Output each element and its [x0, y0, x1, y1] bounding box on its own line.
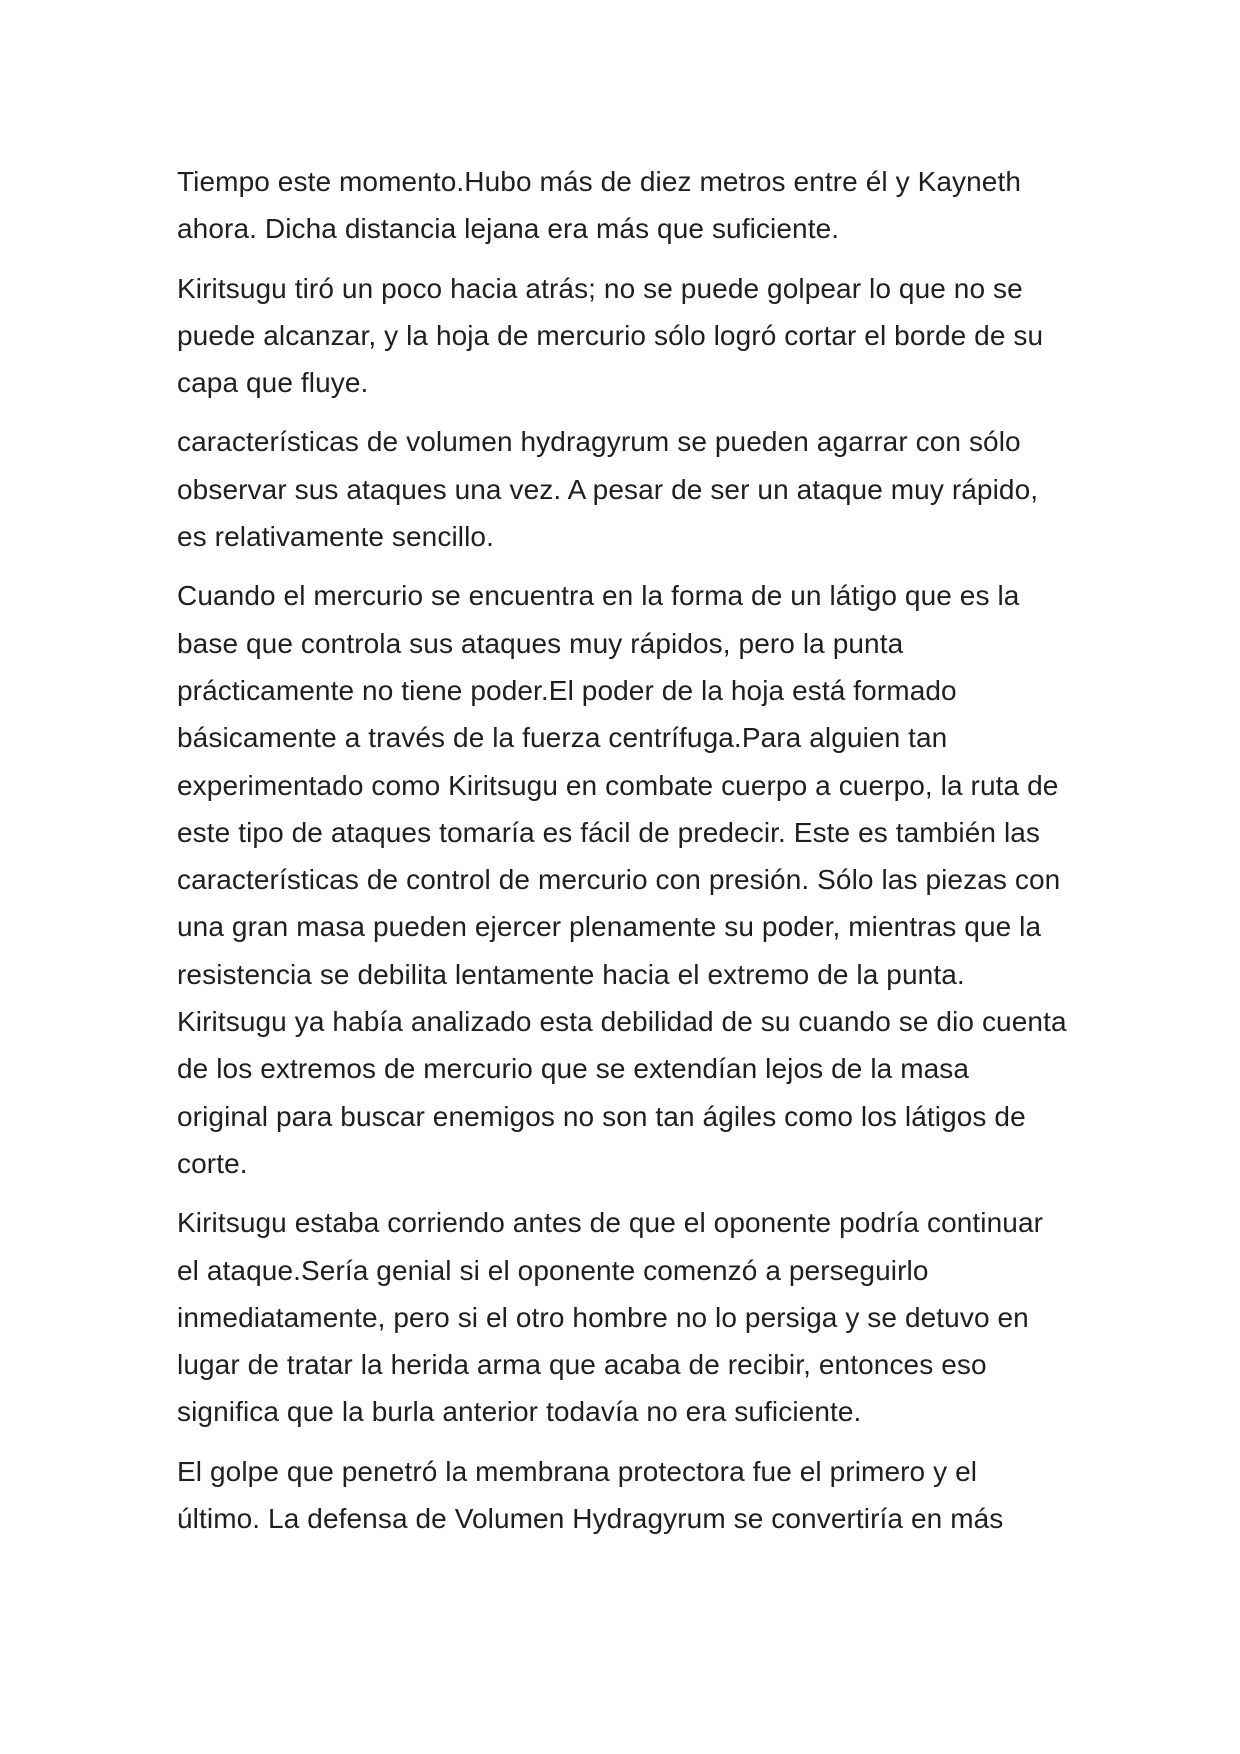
paragraph: Kiritsugu estaba corriendo antes de que el oponente podría continuar el ataque.Sería genial si el oponente comenzó a perseguirlo inmediatamente, pero si el otro hombre no lo persiga y se detuvo en lugar de tratar la herida arma que acaba de recibir, entonces eso significa que la burla anterior todavía no era suficiente. — [177, 1207, 1044, 1428]
paragraph: características de volumen hydragyrum se pueden agarrar con sólo observar sus ataques una vez. A pesar de ser un ataque muy rápido, es relativamente sencillo. — [177, 426, 1039, 553]
paragraph: El golpe que penetró la membrana protectora fue el primero y el último. La defensa de Volumen Hydragyrum se convertiría en más — [177, 1455, 1004, 1535]
paragraph: Kiritsugu tiró un poco hacia atrás; no se puede golpear lo que no se puede alcanzar, y la hoja de mercurio sólo logró cortar el borde de su capa que fluye. — [177, 272, 1044, 399]
paragraph: Tiempo este momento.Hubo más de diez metros entre él y Kayneth ahora. Dicha distancia lejana era más que suficiente. — [177, 166, 1022, 245]
paragraph: Cuando el mercurio se encuentra en la forma de un látigo que es la base que controla sus ataques muy rápidos, pero la punta prácticamente no tiene poder.El poder de la hoja está formado básicamente a través de la fuerza centrífuga.Para alguien tan experimentado como Kiritsugu en combate cuerpo a cuerpo, la ruta de este tipo de ataques tomaría es fácil de predecir. Este es también las características de control de mercurio con presión. Sólo las piezas con una gran masa pueden ejercer plenamente su poder, mientras que la resistencia se debilita lentamente hacia el extremo de la punta. Kiritsugu ya había analizado esta debilidad de su cuando se dio cuenta de los extremos de mercurio que se extendían lejos de la masa original para buscar enemigos no son tan ágiles como los látigos de corte. — [177, 580, 1067, 1179]
body-text — [177, 158, 1067, 1554]
